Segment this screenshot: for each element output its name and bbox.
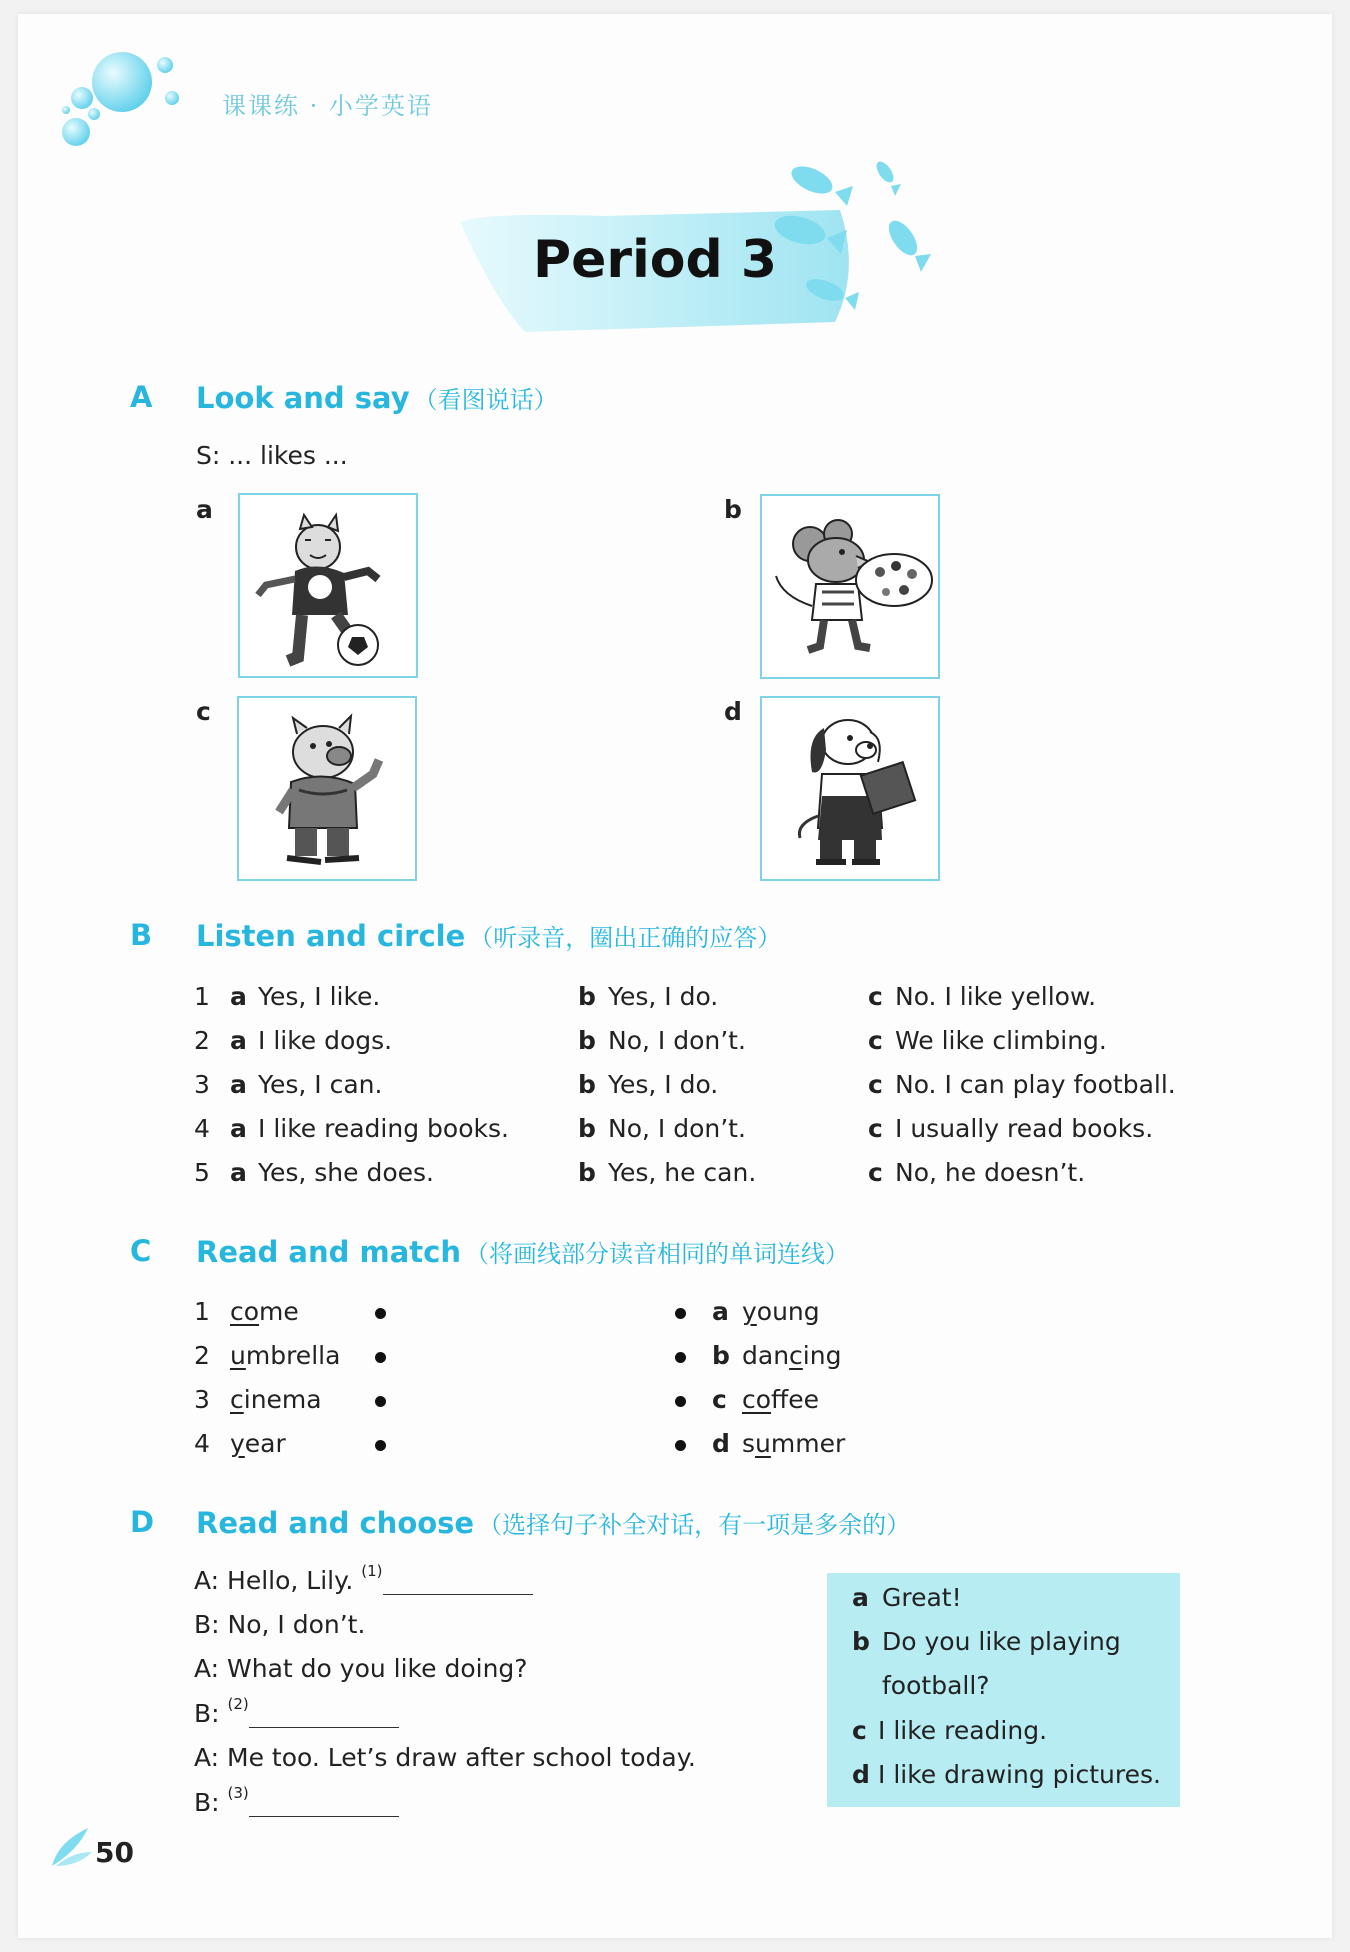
section-d-title-wrap (196, 1505, 910, 1540)
option-text: I like reading books. (258, 1114, 509, 1143)
option-letter: b (578, 1026, 596, 1055)
option-text: I like dogs. (258, 1026, 393, 1055)
option-letter: c (868, 1026, 883, 1055)
match-word: young (742, 1297, 820, 1326)
picture-cat-football (238, 493, 418, 678)
picture-dog-reading (760, 696, 940, 881)
option-text: I like drawing pictures. (878, 1760, 1161, 1789)
picture-pig-waving (237, 696, 417, 881)
option-letter: a (230, 1070, 247, 1099)
option-letter: a (230, 1158, 247, 1187)
item-number: 2 (194, 1026, 210, 1055)
picture-label: d (724, 697, 742, 726)
option-letter: c (868, 1070, 883, 1099)
option-text: No, I don’t. (608, 1026, 746, 1055)
match-word: dancing (742, 1341, 842, 1370)
picture-mouse-painting (760, 494, 940, 679)
option-letter: c (868, 1158, 883, 1187)
option-text: Yes, she does. (258, 1158, 434, 1187)
answer-blank[interactable] (383, 1568, 533, 1595)
option-text: Great! (882, 1583, 962, 1612)
option-text: Do you like playing (882, 1627, 1121, 1656)
section-d-heading (130, 1505, 154, 1539)
section-letter: B (130, 918, 153, 952)
item-number: 4 (194, 1114, 210, 1143)
match-word: year (230, 1429, 286, 1458)
option-text: Yes, I can. (258, 1070, 383, 1099)
item-number: 3 (194, 1385, 210, 1414)
option-letter: d (712, 1429, 730, 1458)
match-dot[interactable] (675, 1440, 686, 1451)
picture-label: c (196, 697, 211, 726)
option-text: I like reading. (878, 1716, 1048, 1745)
series-title: 课课练 · 小学英语 (222, 92, 433, 120)
section-b-heading (130, 918, 152, 952)
page-number: 50 (95, 1836, 134, 1869)
dialogue-line: A: What do you like doing? (194, 1654, 528, 1683)
page-title: Period 3 (532, 230, 778, 290)
option-letter: d (852, 1760, 870, 1789)
picture-label: b (724, 495, 742, 524)
option-text: Yes, I do. (608, 1070, 719, 1099)
option-text: Yes, I like. (258, 982, 381, 1011)
section-title: Read and match (196, 1235, 461, 1269)
item-number: 5 (194, 1158, 210, 1187)
match-word: umbrella (230, 1341, 341, 1370)
section-subtitle: （看图说话） (413, 386, 558, 414)
dialogue-line: B: $^{(3)}$ (194, 1788, 399, 1817)
section-letter: C (130, 1234, 152, 1268)
option-letter: b (578, 1114, 596, 1143)
section-letter: D (130, 1505, 155, 1539)
section-title: Listen and circle (196, 919, 466, 953)
match-dot[interactable] (375, 1396, 386, 1407)
option-text: No. I like yellow. (895, 982, 1097, 1011)
option-letter: a (230, 1026, 247, 1055)
match-dot[interactable] (675, 1308, 686, 1319)
leaf-icon (48, 1822, 94, 1870)
section-b-title-wrap (196, 918, 781, 953)
option-letter: c (852, 1716, 867, 1745)
section-c-heading (130, 1234, 151, 1268)
section-title: Look and say (196, 381, 410, 415)
match-word: come (230, 1297, 299, 1326)
option-letter: a (230, 1114, 247, 1143)
match-dot[interactable] (375, 1440, 386, 1451)
section-c-title-wrap (196, 1234, 849, 1269)
item-number: 4 (194, 1429, 210, 1458)
bubbles-decoration (60, 40, 200, 150)
option-text: No, I don’t. (608, 1114, 746, 1143)
option-letter: b (578, 1158, 596, 1187)
option-letter: b (712, 1341, 730, 1370)
option-text: Yes, I do. (608, 982, 719, 1011)
match-dot[interactable] (375, 1308, 386, 1319)
section-a-prompt: S: ... likes ... (196, 441, 348, 470)
option-text: Yes, he can. (608, 1158, 757, 1187)
dialogue-line: B: $^{(2)}$ (194, 1699, 399, 1728)
item-number: 1 (194, 1297, 210, 1326)
mouse-painting-illustration (762, 496, 938, 677)
item-number: 3 (194, 1070, 210, 1099)
option-letter: c (712, 1385, 727, 1414)
cat-football-illustration (240, 495, 416, 676)
match-dot[interactable] (375, 1352, 386, 1363)
match-dot[interactable] (675, 1352, 686, 1363)
pig-waving-illustration (239, 698, 415, 879)
option-letter: b (852, 1627, 870, 1656)
section-subtitle: （听录音，圈出正确的应答） (469, 924, 782, 952)
match-word: coffee (742, 1385, 820, 1414)
option-text: No. I can play football. (895, 1070, 1176, 1099)
option-letter: c (868, 982, 883, 1011)
match-word: summer (742, 1429, 846, 1458)
option-letter: a (852, 1583, 869, 1612)
match-word: cinema (230, 1385, 322, 1414)
dog-reading-illustration (762, 698, 938, 879)
answer-blank[interactable] (249, 1701, 399, 1728)
dialogue-line: A: Hello, Lily. $^{(1)}$ (194, 1566, 533, 1595)
option-letter: c (868, 1114, 883, 1143)
option-letter: b (578, 1070, 596, 1099)
dialogue-line: A: Me too. Let’s draw after school today. (194, 1743, 696, 1772)
section-letter: A (130, 380, 153, 414)
match-dot[interactable] (675, 1396, 686, 1407)
dialogue-line: B: No, I don’t. (194, 1610, 366, 1639)
item-number: 2 (194, 1341, 210, 1370)
option-letter: a (230, 982, 247, 1011)
section-a-heading (130, 380, 152, 414)
item-number: 1 (194, 982, 210, 1011)
option-text: No, he doesn’t. (895, 1158, 1086, 1187)
option-text: I usually read books. (895, 1114, 1154, 1143)
section-a-title-wrap (196, 380, 558, 415)
answer-blank[interactable] (249, 1790, 399, 1817)
option-text: football? (882, 1671, 990, 1700)
option-letter: a (712, 1297, 729, 1326)
option-letter: b (578, 982, 596, 1011)
option-text: We like climbing. (895, 1026, 1107, 1055)
picture-label: a (196, 495, 213, 524)
section-subtitle: （选择句子补全对话，有一项是多余的） (478, 1511, 911, 1539)
section-subtitle: （将画线部分读音相同的单词连线） (464, 1240, 849, 1268)
section-title: Read and choose (196, 1506, 475, 1540)
